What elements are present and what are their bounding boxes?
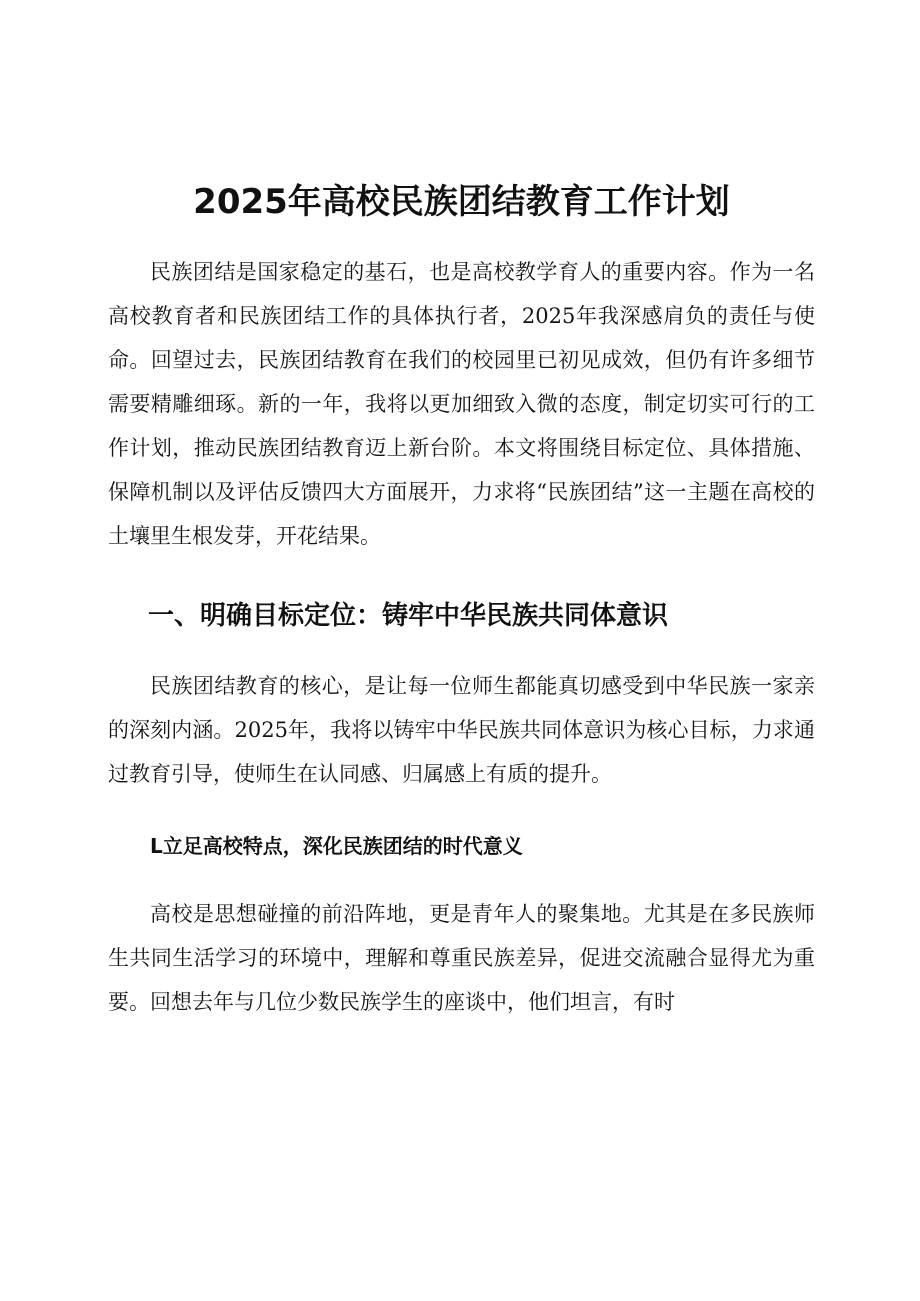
subsection-1-paragraph: 高校是思想碰撞的前沿阵地，更是青年人的聚集地。尤其是在多民族师生共同生活学习的环境中，理解和尊重民族差异，促进交流融合显得尤为重要。回想去年与几位少数民族学生的座谈中，他们坦言，有时 — [108, 902, 815, 1014]
subsection-1-heading: L立足高校特点，深化民族团结的时代意义 — [150, 834, 523, 858]
intro-paragraph: 民族团结是国家稳定的基石，也是高校教学育人的重要内容。作为一名高校教育者和民族团结工作的具体执行者，2025年我深感肩负的责任与使命。回望过去，民族团结教育在我们的校园里已初见成效，但仍有许多细节需要精雕细琢。新的一年，我将以更加细致入微的态度，制定切实可行的工作计划，推动民族团结教育迈上新台阶。本文将围绕目标定位、具体措施、保障机制以及评估反馈四大方面展开，力求将“民族团结”这一主题在高校的土壤里生根发芽，开花结果。 — [108, 260, 815, 548]
section-1-paragraph: 民族团结教育的核心，是让每一位师生都能真切感受到中华民族一家亲的深刻内涵。2025年，我将以铸牢中华民族共同体意识为核心目标，力求通过教育引导，使师生在认同感、归属感上有质的提升。 — [108, 674, 815, 786]
section-1-heading: 一、明确目标定位：铸牢中华民族共同体意识 — [148, 601, 669, 631]
document-title: 2025年高校民族团结教育工作计划 — [193, 182, 730, 222]
